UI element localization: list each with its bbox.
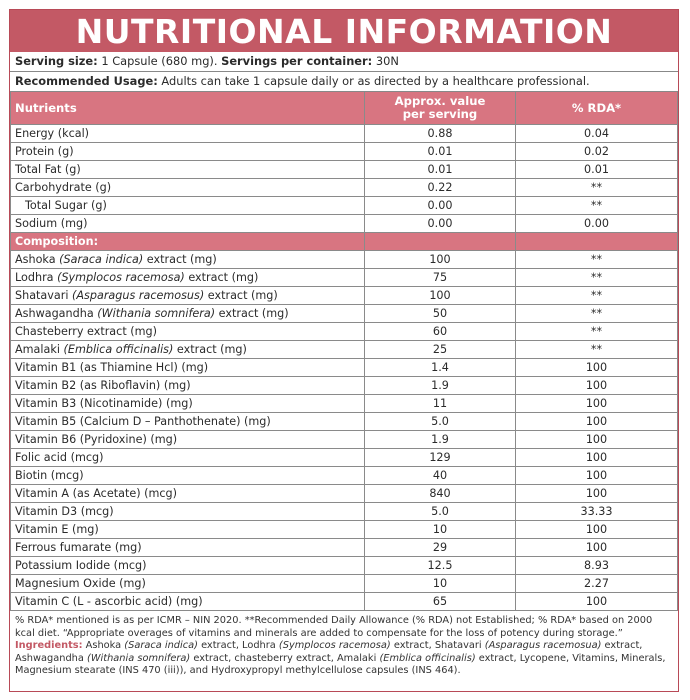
servings-per-container-value: 30N	[372, 54, 399, 68]
composition-value: 100	[365, 287, 516, 305]
value-header: Approx. value per serving	[365, 92, 516, 125]
composition-name: Vitamin B5 (Calcium D – Panthothenate) (mg)	[11, 413, 365, 431]
composition-value: 25	[365, 341, 516, 359]
composition-name: Lodhra (Symplocos racemosa) extract (mg)	[11, 269, 365, 287]
composition-name: Amalaki (Emblica officinalis) extract (mg)	[11, 341, 365, 359]
table-row	[11, 341, 678, 359]
serving-size-label: Serving size:	[15, 54, 98, 68]
table-row	[11, 521, 678, 539]
composition-name: Vitamin C (L - ascorbic acid) (mg)	[11, 593, 365, 611]
composition-name: Ashoka (Saraca indica) extract (mg)	[11, 251, 365, 269]
table-row	[11, 323, 678, 341]
usage-info	[10, 72, 678, 92]
nutrition-panel	[9, 9, 679, 692]
usage-label: Recommended Usage:	[15, 74, 158, 88]
table-row	[11, 539, 678, 557]
nutrient-name: Sodium (mg)	[11, 215, 365, 233]
table-row	[11, 575, 678, 593]
composition-rda: 100	[516, 449, 678, 467]
nutrient-value: 0.00	[365, 197, 516, 215]
composition-empty-cell	[516, 233, 678, 251]
table-row	[11, 251, 678, 269]
composition-rda: 33.33	[516, 503, 678, 521]
footnote-text: % RDA* mentioned is as per ICMR – NIN 2020. **Recommended Daily Allowance (% RDA) not Established; % RDA* based on 2000 kcal diet. “Appropriate overages of vitamins and minerals are added to compensate for the loss of potency during storage.”	[15, 615, 653, 639]
composition-value: 840	[365, 485, 516, 503]
composition-value: 10	[365, 575, 516, 593]
nutrient-value: 0.22	[365, 179, 516, 197]
table-row	[11, 197, 678, 215]
composition-name: Biotin (mcg)	[11, 467, 365, 485]
composition-name: Vitamin E (mg)	[11, 521, 365, 539]
table-row	[11, 287, 678, 305]
composition-rda: 8.93	[516, 557, 678, 575]
composition-rda: 100	[516, 593, 678, 611]
composition-rda: 100	[516, 395, 678, 413]
table-row	[11, 395, 678, 413]
composition-name: Potassium Iodide (mcg)	[11, 557, 365, 575]
ingredients-text: Ingredients: Ashoka (Saraca indica) extract, Lodhra (Symplocos racemosa) extract, Shatavari (Asparagus racemosua) extract, Ashwagandha (Withania somnifera) extract, chasteberry extract, Amalaki (Emblica officinalis) extract, Lycopene, Vitamins, Minerals, Magnesium stearate (INS 470 (iii)), and Hydroxypropyl methylcellulose capsules (INS 464).	[15, 640, 666, 677]
composition-value: 40	[365, 467, 516, 485]
composition-value: 5.0	[365, 503, 516, 521]
nutrition-table	[10, 92, 678, 611]
composition-name: Ferrous fumarate (mg)	[11, 539, 365, 557]
composition-name: Chasteberry extract (mg)	[11, 323, 365, 341]
composition-name: Ashwagandha (Withania somnifera) extract (mg)	[11, 305, 365, 323]
footnotes	[10, 611, 678, 678]
composition-rda: **	[516, 323, 678, 341]
table-row	[11, 377, 678, 395]
table-row	[11, 305, 678, 323]
table-row	[11, 179, 678, 197]
table-row	[11, 215, 678, 233]
composition-value: 11	[365, 395, 516, 413]
table-row	[11, 161, 678, 179]
nutrient-rda: **	[516, 197, 678, 215]
composition-rda: 100	[516, 467, 678, 485]
composition-rda: **	[516, 341, 678, 359]
composition-rda: **	[516, 287, 678, 305]
page-title: NUTRITIONAL INFORMATION	[10, 10, 678, 52]
table-row	[11, 557, 678, 575]
composition-name: Magnesium Oxide (mg)	[11, 575, 365, 593]
nutrient-value: 0.01	[365, 161, 516, 179]
composition-rda: 100	[516, 485, 678, 503]
nutrient-name: Total Sugar (g)	[11, 197, 365, 215]
composition-name: Folic acid (mcg)	[11, 449, 365, 467]
table-header-row	[11, 92, 678, 125]
nutrient-name: Energy (kcal)	[11, 125, 365, 143]
composition-empty-cell	[365, 233, 516, 251]
table-row	[11, 467, 678, 485]
composition-rda: 100	[516, 377, 678, 395]
nutrient-rda: 0.00	[516, 215, 678, 233]
composition-value: 12.5	[365, 557, 516, 575]
nutrient-rda: 0.04	[516, 125, 678, 143]
nutrient-value: 0.00	[365, 215, 516, 233]
table-row	[11, 125, 678, 143]
composition-rda: 100	[516, 539, 678, 557]
composition-rda: **	[516, 305, 678, 323]
composition-name: Shatavari (Asparagus racemosus) extract (mg)	[11, 287, 365, 305]
nutrient-name: Carbohydrate (g)	[11, 179, 365, 197]
composition-name: Vitamin D3 (mcg)	[11, 503, 365, 521]
table-row	[11, 449, 678, 467]
serving-size-value: 1 Capsule (680 mg).	[97, 54, 222, 68]
nutrients-header: Nutrients	[11, 92, 365, 125]
composition-rda: **	[516, 251, 678, 269]
table-row	[11, 485, 678, 503]
composition-name: Vitamin A (as Acetate) (mcg)	[11, 485, 365, 503]
nutrient-rda: 0.01	[516, 161, 678, 179]
table-row	[11, 143, 678, 161]
composition-name: Vitamin B6 (Pyridoxine) (mg)	[11, 431, 365, 449]
composition-value: 129	[365, 449, 516, 467]
composition-value: 75	[365, 269, 516, 287]
rda-header: % RDA*	[516, 92, 678, 125]
nutrient-rda: **	[516, 179, 678, 197]
usage-text: Adults can take 1 capsule daily or as directed by a healthcare professional.	[157, 74, 590, 88]
composition-name: Vitamin B2 (as Riboflavin) (mg)	[11, 377, 365, 395]
table-row	[11, 269, 678, 287]
composition-rda: **	[516, 269, 678, 287]
table-row	[11, 503, 678, 521]
nutrient-name: Total Fat (g)	[11, 161, 365, 179]
ingredients-label: Ingredients:	[15, 640, 83, 652]
nutrient-rda: 0.02	[516, 143, 678, 161]
composition-value: 65	[365, 593, 516, 611]
composition-header-row	[11, 233, 678, 251]
composition-value: 1.9	[365, 377, 516, 395]
composition-rda: 2.27	[516, 575, 678, 593]
servings-per-container-label: Servings per container:	[221, 54, 373, 68]
composition-value: 100	[365, 251, 516, 269]
table-row	[11, 593, 678, 611]
nutrient-name: Protein (g)	[11, 143, 365, 161]
composition-value: 5.0	[365, 413, 516, 431]
composition-rda: 100	[516, 431, 678, 449]
composition-label: Composition:	[11, 233, 365, 251]
composition-value: 1.9	[365, 431, 516, 449]
table-row	[11, 413, 678, 431]
table-row	[11, 431, 678, 449]
table-row	[11, 359, 678, 377]
composition-value: 50	[365, 305, 516, 323]
serving-info	[10, 52, 678, 72]
composition-value: 1.4	[365, 359, 516, 377]
composition-rda: 100	[516, 521, 678, 539]
nutrient-value: 0.01	[365, 143, 516, 161]
nutrient-value: 0.88	[365, 125, 516, 143]
composition-rda: 100	[516, 413, 678, 431]
composition-name: Vitamin B3 (Nicotinamide) (mg)	[11, 395, 365, 413]
composition-value: 10	[365, 521, 516, 539]
composition-rda: 100	[516, 359, 678, 377]
composition-name: Vitamin B1 (as Thiamine Hcl) (mg)	[11, 359, 365, 377]
composition-value: 29	[365, 539, 516, 557]
composition-value: 60	[365, 323, 516, 341]
